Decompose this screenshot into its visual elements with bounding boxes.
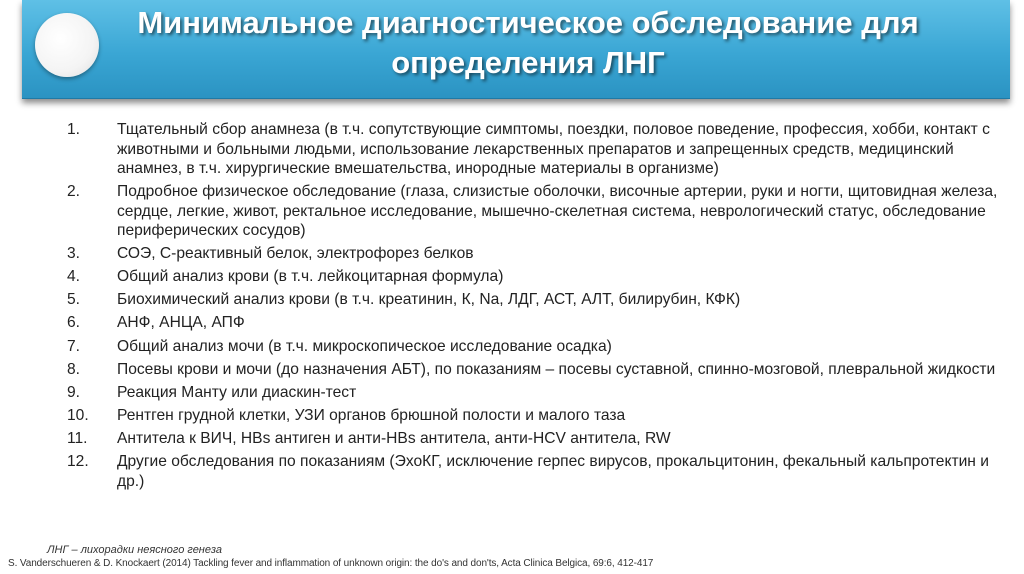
item-text: Посевы крови и мочи (до назначения АБТ), по показаниям – посевы суставной, спинно-мозговой, плевральной жидкости	[117, 360, 996, 378]
list-item	[60, 383, 1000, 403]
item-text: Биохимический анализ крови (в т.ч. креатинин, К, Na, ЛДГ, АСТ, АЛТ, билирубин, КФК)	[117, 291, 741, 309]
list-item	[60, 406, 1000, 426]
list-item	[60, 429, 1000, 449]
list-item	[60, 244, 1000, 264]
white-circle-logo-icon	[35, 13, 99, 77]
list-item	[60, 267, 1000, 287]
item-number: 3.	[67, 245, 81, 263]
source-citation: S. Vanderschueren & D. Knockaert (2014) Tackling fever and inflammation of unknown origin: the do's and don'ts, Acta Clinica Belgica, 69:6, 412-417	[8, 558, 654, 569]
list-item	[60, 360, 1000, 380]
item-text: АНФ, АНЦА, АПФ	[117, 314, 245, 332]
item-number: 8.	[67, 360, 81, 378]
item-text: Антитела к ВИЧ, HBs антиген и анти-HBs антитела, анти-HCV антитела, RW	[117, 429, 671, 447]
slide-title: Минимальное диагностическое обследование для определения ЛНГ	[137, 5, 919, 80]
item-number: 11.	[67, 429, 88, 447]
item-text: Рентген грудной клетки, УЗИ органов брюшной полости и малого таза	[117, 406, 626, 424]
list-item	[60, 452, 1000, 491]
item-number: 5.	[67, 291, 81, 309]
exam-list	[60, 120, 1000, 495]
item-text: СОЭ, С-реактивный белок, электрофорез белков	[117, 245, 474, 263]
list-item	[60, 290, 1000, 310]
item-number: 10.	[67, 406, 89, 424]
item-text: Тщательный сбор анамнеза (в т.ч. сопутствующие симптомы, поездки, половое поведение, профессия, хобби, контакт с животными и больными людьми, использование лекарственных препаратов и запрещенных средств, медицинский анамнез, в т.ч. хирургические вмешательства, инородные материалы в организме)	[117, 121, 990, 177]
item-number: 1.	[67, 121, 81, 138]
abbreviation-footnote: ЛНГ – лихорадки неясного генеза	[47, 544, 222, 556]
item-text: Общий анализ крови (в т.ч. лейкоцитарная формула)	[117, 268, 504, 286]
list-item	[60, 337, 1000, 357]
item-number: 7.	[67, 337, 81, 355]
item-text: Другие обследования по показаниям (ЭхоКГ, исключение герпес вирусов, прокальцитонин, фекальный кальпротектин и др.)	[117, 453, 989, 490]
item-text: Подробное физическое обследование (глаза, слизистые оболочки, височные артерии, руки и ногти, щитовидная железа, сердце, легкие, живот, ректальное исследование, мышечно-скелетная система, неврологический статус, обследование периферических сосудов)	[117, 183, 998, 240]
list-item	[60, 120, 1000, 179]
list-item	[60, 313, 1000, 333]
item-number: 9.	[67, 383, 81, 401]
item-number: 4.	[67, 268, 81, 286]
item-text: Общий анализ мочи (в т.ч. микроскопическое исследование осадка)	[117, 337, 612, 355]
item-text: Реакция Манту или диаскин-тест	[117, 383, 357, 401]
item-number: 6.	[67, 314, 81, 332]
item-number: 12.	[67, 453, 89, 471]
list-item	[60, 182, 1000, 241]
item-number: 2.	[67, 183, 81, 201]
